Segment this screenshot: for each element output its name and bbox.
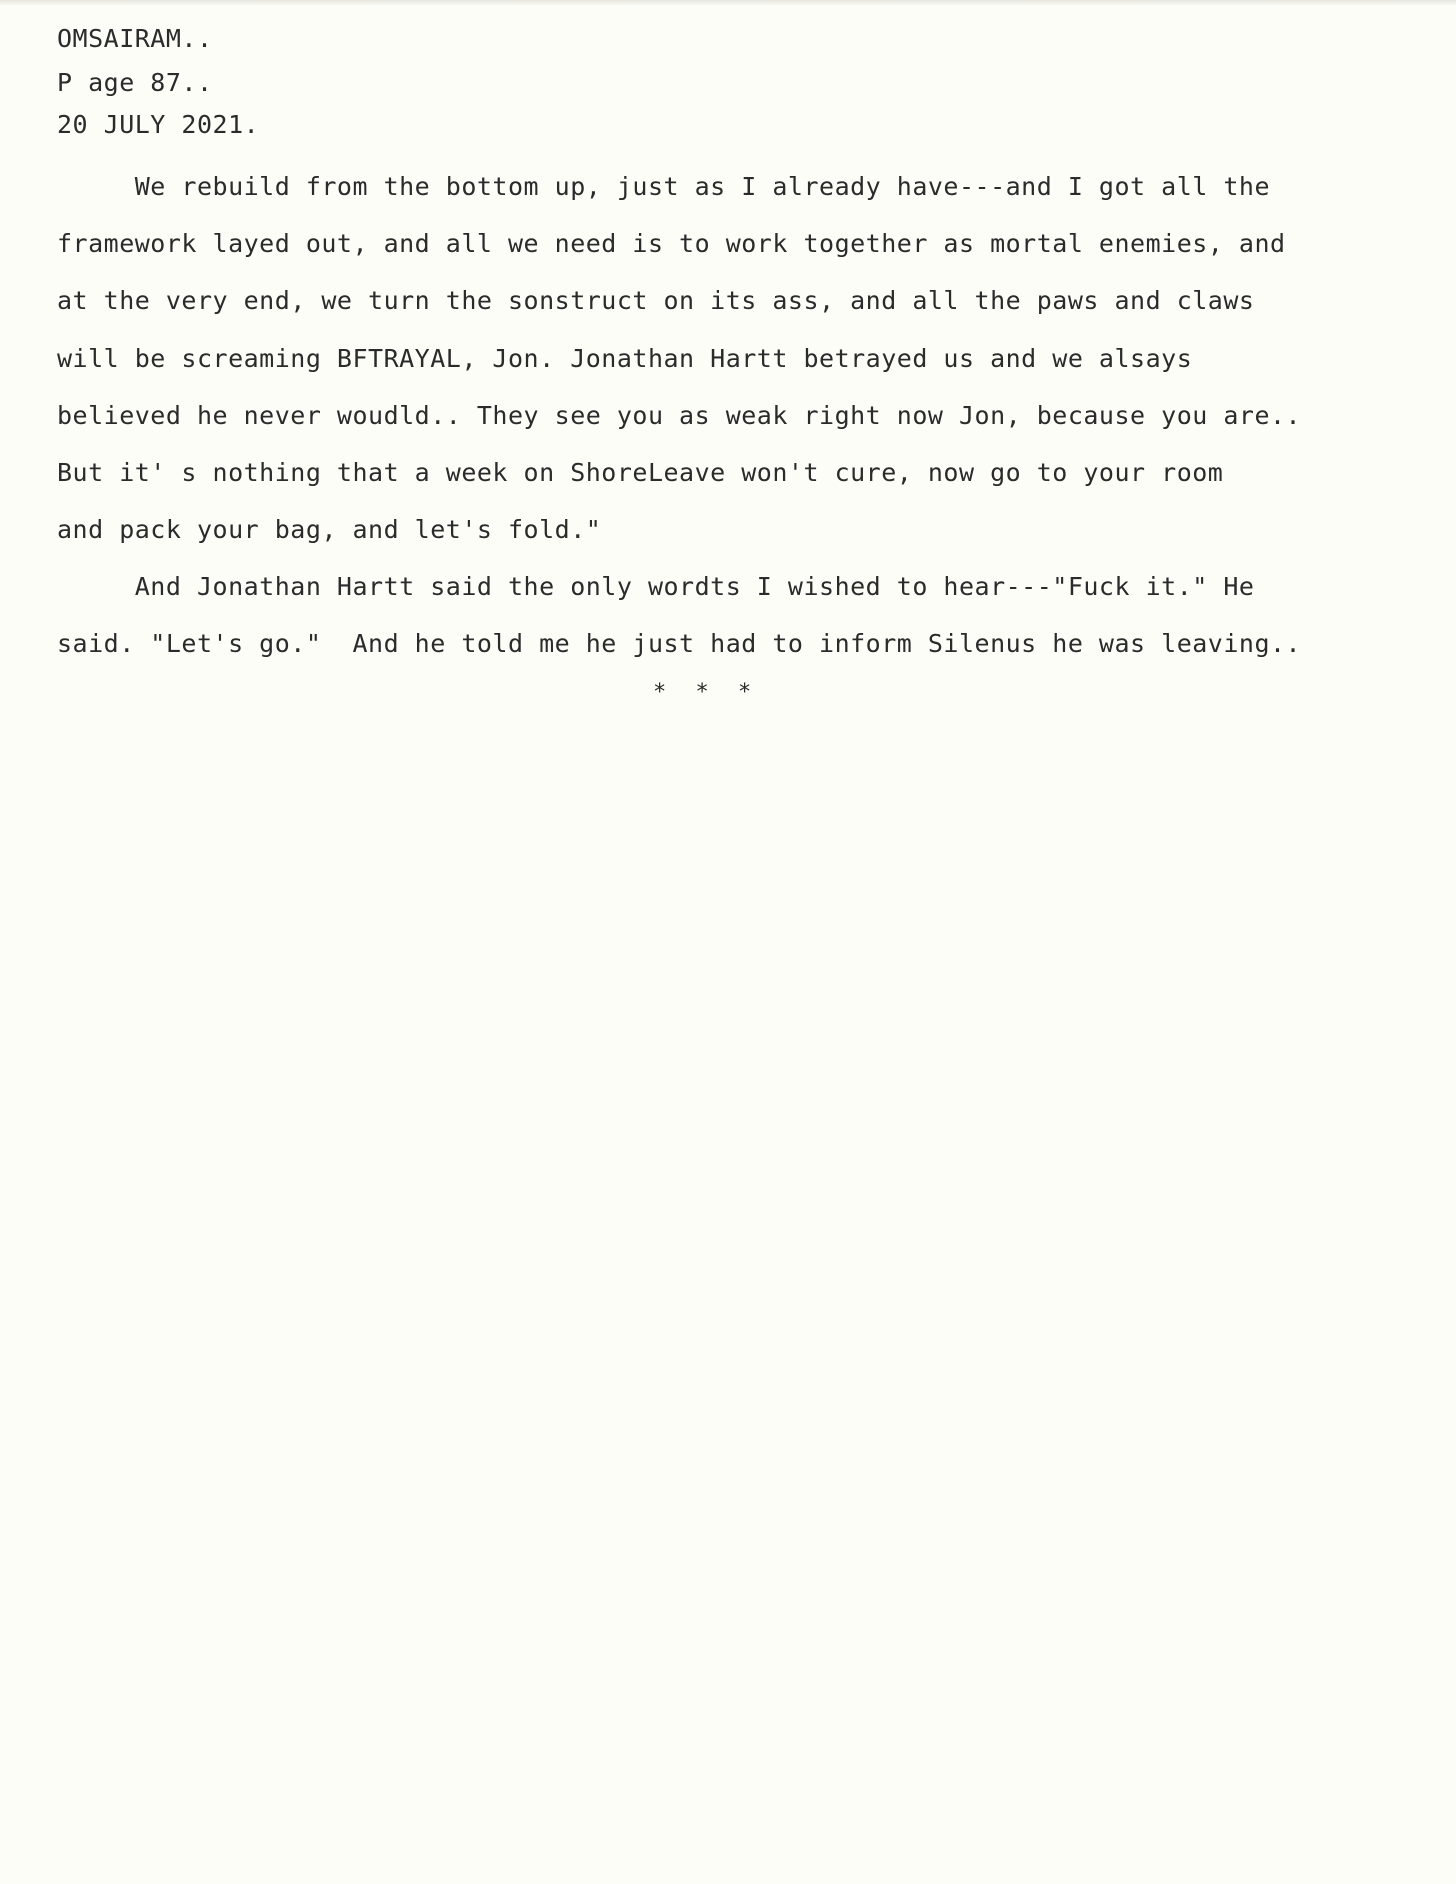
body-line: and pack your bag, and let's fold.": [57, 515, 602, 544]
body-line: at the very end, we turn the sonstruct on its ass, and all the paws and claws: [57, 286, 1255, 315]
body-line: believed he never woudld.. They see you as weak right now Jon, because you are..: [57, 401, 1302, 430]
section-separator: * * *: [653, 680, 760, 705]
header-line-1: OMSAIRAM..: [57, 24, 213, 53]
body-line: But it' s nothing that a week on ShoreLeave won't cure, now go to your room: [57, 458, 1224, 487]
body-line: We rebuild from the bottom up, just as I already have---and I got all the: [57, 172, 1270, 201]
body-line: And Jonathan Hartt said the only wordts I wished to hear---"Fuck it." He: [57, 572, 1255, 601]
date-line: 20 JULY 2021.: [57, 110, 260, 139]
page-top-edge: [0, 0, 1456, 6]
body-line: framework layed out, and all we need is to work together as mortal enemies, and: [57, 229, 1286, 258]
page-number: P age 87..: [57, 68, 213, 97]
body-line: said. "Let's go." And he told me he just had to inform Silenus he was leaving..: [57, 629, 1302, 658]
body-line: will be screaming BFTRAYAL, Jon. Jonathan Hartt betrayed us and we alsays: [57, 344, 1193, 373]
